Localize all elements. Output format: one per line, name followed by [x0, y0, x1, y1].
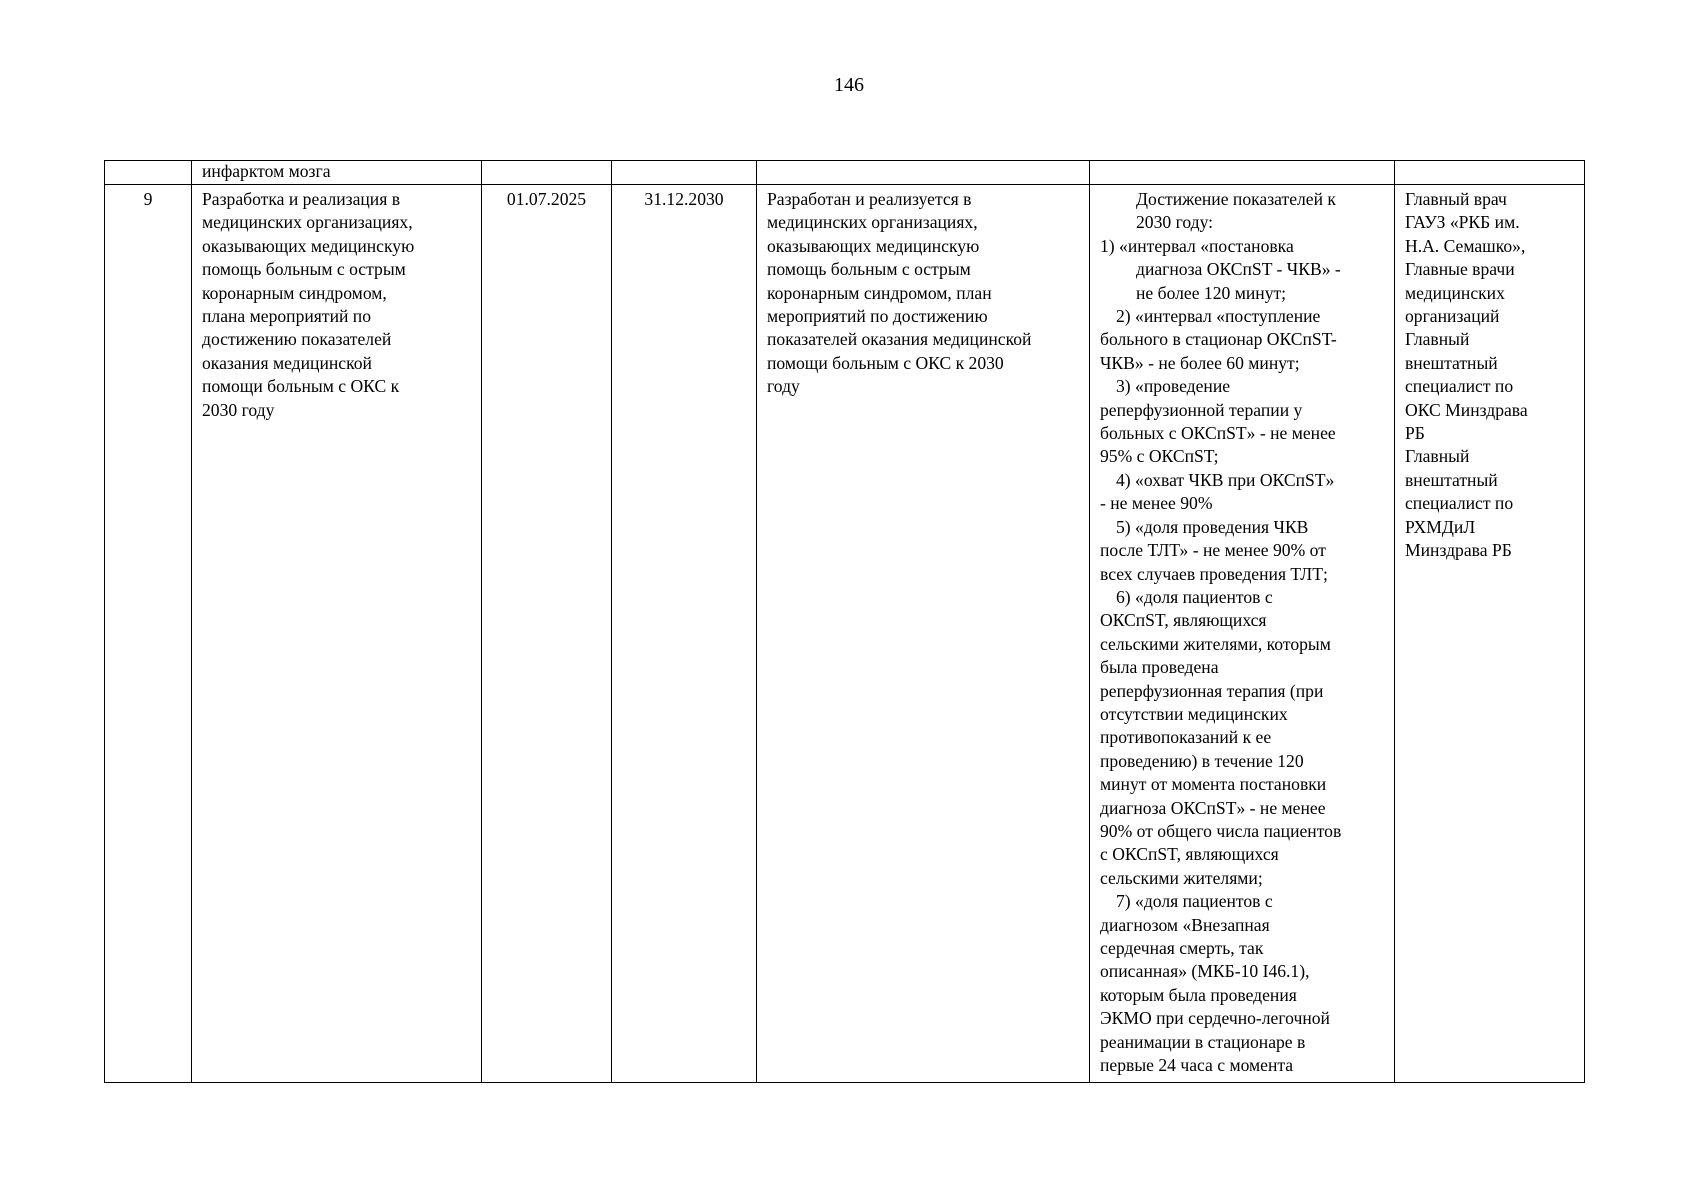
measure-name-line: плана мероприятий по [202, 306, 372, 327]
cont-cell-end [612, 161, 757, 185]
indicator-line: Достижение показателей к [1136, 189, 1336, 209]
responsible-cell [1395, 185, 1585, 1083]
cont-cell-indicators [1090, 161, 1395, 185]
responsible-line: ОКС Минздрава [1405, 399, 1528, 420]
result-line: оказывающих медицинскую [767, 235, 980, 256]
result-line: коронарным синдромом, план [767, 282, 992, 303]
result-line: Разработан и реализуется в [767, 189, 972, 209]
measure-name-line: помощи больным с ОКС к [202, 376, 400, 397]
end-date: 31.12.2030 [612, 185, 757, 1083]
page-number: 146 [834, 74, 864, 96]
indicator-line: была проведена [1100, 657, 1219, 678]
indicators-cell [1090, 185, 1395, 1083]
responsible-line: Н.А. Семашко», [1405, 235, 1526, 256]
indicator-line: ЭКМО при сердечно-легочной [1100, 1008, 1330, 1029]
responsible-line: Главный [1405, 329, 1470, 350]
responsible-line: РХМДиЛ [1405, 516, 1476, 537]
table-row [105, 185, 1585, 1083]
measure-name-line: достижению показателей [202, 329, 392, 350]
indicator-line: сердечная смерть, так [1100, 938, 1264, 958]
result-line: мероприятий по достижению [767, 306, 988, 327]
result-line: медицинских организациях, [767, 212, 978, 233]
indicator-line: всех случаев проведения ТЛТ; [1100, 563, 1328, 584]
indicator-line: реперфузионной терапии у [1100, 399, 1303, 420]
indicator-line: 90% от общего числа пациентов [1100, 820, 1342, 841]
cont-cell-num [105, 161, 192, 185]
responsible-line: РБ [1405, 423, 1425, 444]
row-number: 9 [105, 185, 192, 1083]
indicator-line: реперфузионная терапия (при [1100, 680, 1324, 701]
indicator-line: больного в стационар ОКСпST- [1100, 329, 1337, 350]
responsible-line: внештатный [1405, 469, 1498, 490]
result-line: помощи больным с ОКС к 2030 [767, 352, 1004, 373]
cont-cell-responsible [1395, 161, 1585, 185]
indicator-line: проведению) в течение 120 [1100, 750, 1304, 771]
indicator-line: не более 120 минут; [1136, 282, 1287, 303]
indicator-line: сельскими жителями, которым [1100, 633, 1331, 654]
measure-name-line: медицинских организациях, [202, 212, 413, 233]
responsible-line: внештатный [1405, 352, 1498, 373]
indicator-line: первые 24 часа с момента [1100, 1055, 1294, 1076]
indicator-line: сельскими жителями; [1100, 867, 1263, 888]
start-date: 01.07.2025 [482, 185, 612, 1083]
measure-name-line: оказывающих медицинскую [202, 235, 415, 256]
indicator-line: отсутствии медицинских [1100, 703, 1288, 724]
indicator-line: диагноза ОКСпST» - не менее [1100, 797, 1326, 818]
responsible-line: ГАУЗ «РКБ им. [1405, 212, 1520, 233]
measure-name-line: 2030 году [202, 399, 275, 420]
result-line: году [767, 376, 800, 397]
indicator-line: диагноза ОКСпST - ЧКВ» - [1136, 259, 1341, 280]
indicator-line: 2030 году: [1136, 212, 1214, 233]
indicator-line: 4) «охват ЧКВ при ОКСпST» [1116, 469, 1335, 490]
responsible-line: Главный врач [1405, 189, 1507, 209]
indicator-line: - не менее 90% [1100, 493, 1213, 514]
indicator-line: минут от момента постановки [1100, 774, 1327, 795]
result-line: показателей оказания медицинской [767, 329, 1032, 350]
cont-cell-start [482, 161, 612, 185]
indicator-line: 95% с ОКСпST; [1100, 446, 1219, 467]
measure-name-line: коронарным синдромом, [202, 282, 387, 303]
responsible-line: специалист по [1405, 376, 1514, 397]
continuation-row [105, 161, 1585, 185]
responsible-line: Минздрава РБ [1405, 540, 1512, 561]
indicator-line: 1) «интервал «постановка [1100, 235, 1294, 256]
indicator-line: после ТЛТ» - не менее 90% от [1100, 540, 1326, 561]
measure-name-line: Разработка и реализация в [202, 189, 401, 209]
indicator-line: ЧКВ» - не более 60 минут; [1100, 352, 1300, 373]
indicator-line: описанная» (МКБ-10 I46.1), [1100, 961, 1310, 982]
indicator-line: реанимации в стационаре в [1100, 1031, 1306, 1052]
indicator-line: 5) «доля проведения ЧКВ [1116, 516, 1309, 537]
measure-name-cell [192, 185, 482, 1083]
measures-table [104, 160, 1585, 1083]
indicator-line: которым была проведения [1100, 984, 1297, 1005]
responsible-line: медицинских [1405, 282, 1505, 303]
measure-name-line: оказания медицинской [202, 352, 372, 373]
indicator-line: 7) «доля пациентов с [1116, 891, 1273, 912]
indicator-line: диагнозом «Внезапная [1100, 914, 1270, 935]
indicator-line: 2) «интервал «поступление [1116, 306, 1321, 327]
indicator-line: ОКСпST, являющихся [1100, 610, 1267, 631]
responsible-line: Главный [1405, 446, 1470, 467]
indicator-line: 6) «доля пациентов с [1116, 586, 1273, 607]
cont-cell-result [757, 161, 1090, 185]
responsible-line: организаций [1405, 306, 1500, 327]
cont-cell-name: инфарктом мозга [192, 161, 482, 185]
responsible-line: Главные врачи [1405, 259, 1515, 280]
indicator-line: с ОКСпST, являющихся [1100, 844, 1279, 865]
indicator-line: больных с ОКСпST» - не менее [1100, 423, 1336, 444]
indicator-line: противопоказаний к ее [1100, 727, 1272, 748]
result-line: помощь больным с острым [767, 259, 971, 280]
measure-name-line: помощь больным с острым [202, 259, 406, 280]
responsible-line: специалист по [1405, 493, 1514, 514]
indicator-line: 3) «проведение [1116, 376, 1231, 397]
result-cell [757, 185, 1090, 1083]
